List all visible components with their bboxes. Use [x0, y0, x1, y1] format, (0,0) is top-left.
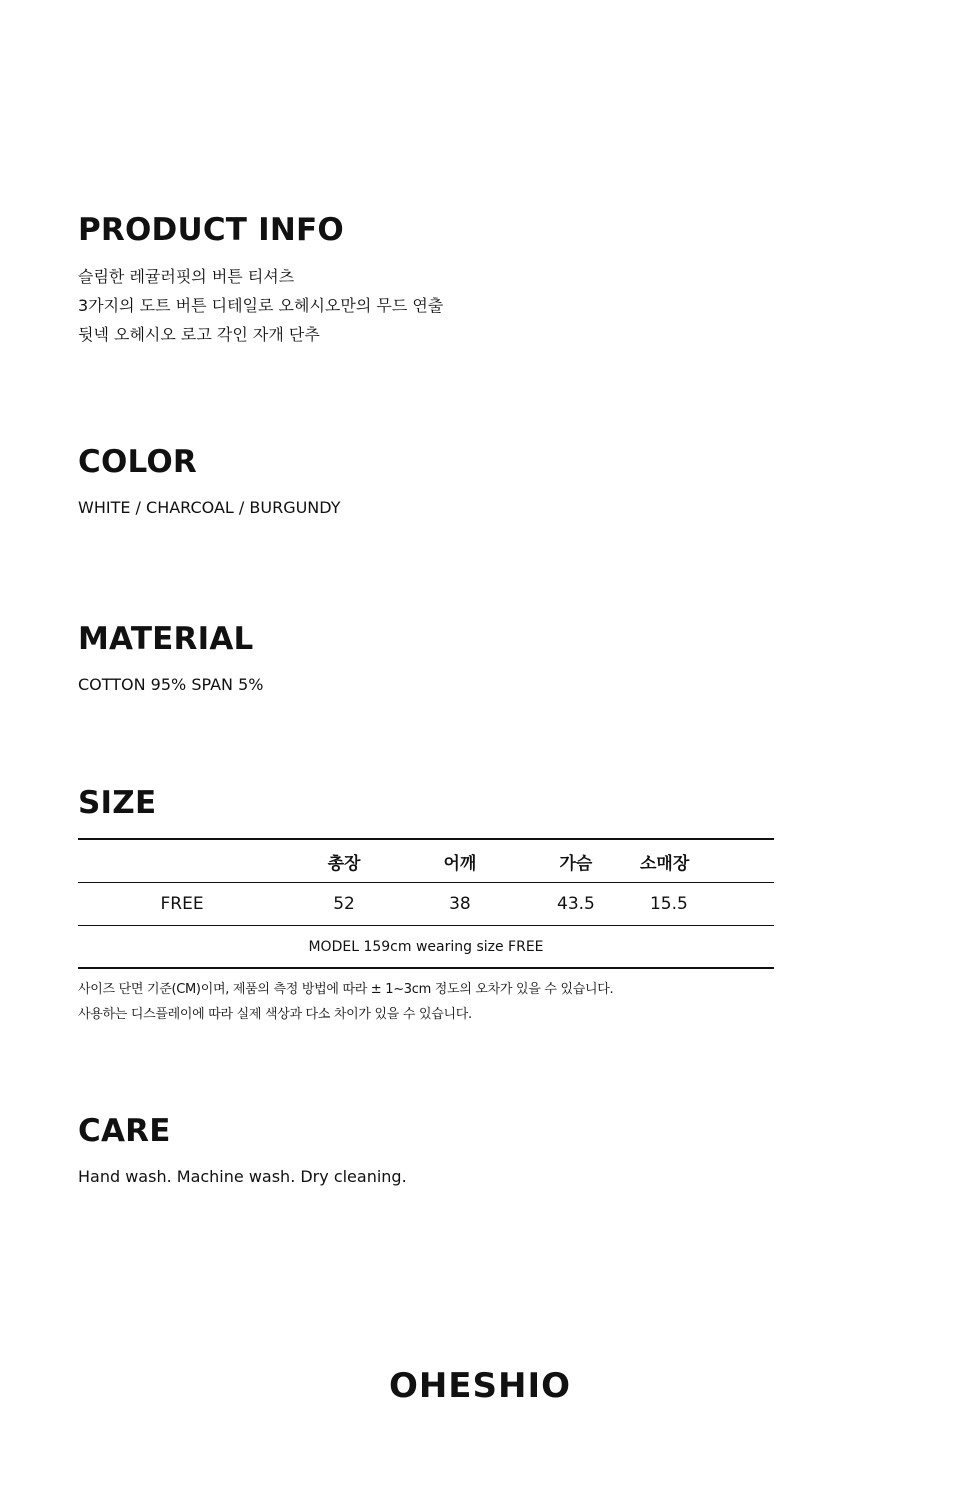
size-column-header: 소매장 [639, 853, 690, 874]
product-info-description [78, 262, 443, 349]
size-column-header: 총장 [327, 853, 361, 874]
color-section [78, 444, 341, 522]
size-table [78, 838, 774, 969]
size-section [78, 785, 778, 1022]
size-column-header: 가슴 [559, 853, 593, 874]
product-info-heading: PRODUCT INFO [78, 212, 344, 248]
color-heading: COLOR [78, 444, 197, 480]
care-instructions: Hand wash. Machine wash. Dry cleaning. [78, 1167, 407, 1186]
size-cell: 43.5 [557, 894, 595, 914]
size-cell: 15.5 [649, 894, 688, 914]
material-composition: COTTON 95% SPAN 5% [78, 675, 264, 694]
size-table-header [78, 839, 774, 883]
model-info: MODEL 159cm wearing size FREE [308, 938, 544, 955]
brand-logo: OHESHIO [388, 1366, 572, 1406]
size-note: 사이즈 단면 기준(CM)이며, 제품의 측정 방법에 따라 ± 1~3cm 정도의 오차가 있을 수 있습니다. [78, 982, 614, 997]
material-heading: MATERIAL [78, 621, 254, 657]
size-cell: 52 [333, 894, 355, 914]
size-heading: SIZE [78, 785, 157, 821]
material-section [78, 621, 264, 699]
product-info-line: 뒷넥 오헤시오 로고 각인 자개 단추 [78, 325, 320, 344]
product-info-section [78, 212, 443, 349]
care-section [78, 1113, 407, 1191]
size-column-header: 어깨 [443, 853, 477, 874]
color-list: WHITE / CHARCOAL / BURGUNDY [78, 498, 341, 517]
size-cell: 38 [449, 894, 471, 914]
care-heading: CARE [78, 1113, 171, 1149]
model-info-row [78, 926, 774, 969]
care-text-wrapper [78, 1162, 407, 1191]
material-text-wrapper [78, 670, 264, 699]
size-note: 사용하는 디스플레이에 따라 실제 색상과 다소 차이가 있을 수 있습니다. [78, 1007, 472, 1022]
product-info-line: 3가지의 도트 버튼 디테일로 오헤시오만의 무드 연출 [78, 296, 444, 315]
color-list-wrapper [78, 493, 341, 522]
table-row [78, 883, 774, 926]
size-cell: FREE [160, 894, 204, 914]
product-info-line: 슬림한 레귤러핏의 버튼 티셔츠 [78, 267, 295, 286]
size-column-header [78, 839, 286, 883]
size-notes [78, 977, 613, 1027]
